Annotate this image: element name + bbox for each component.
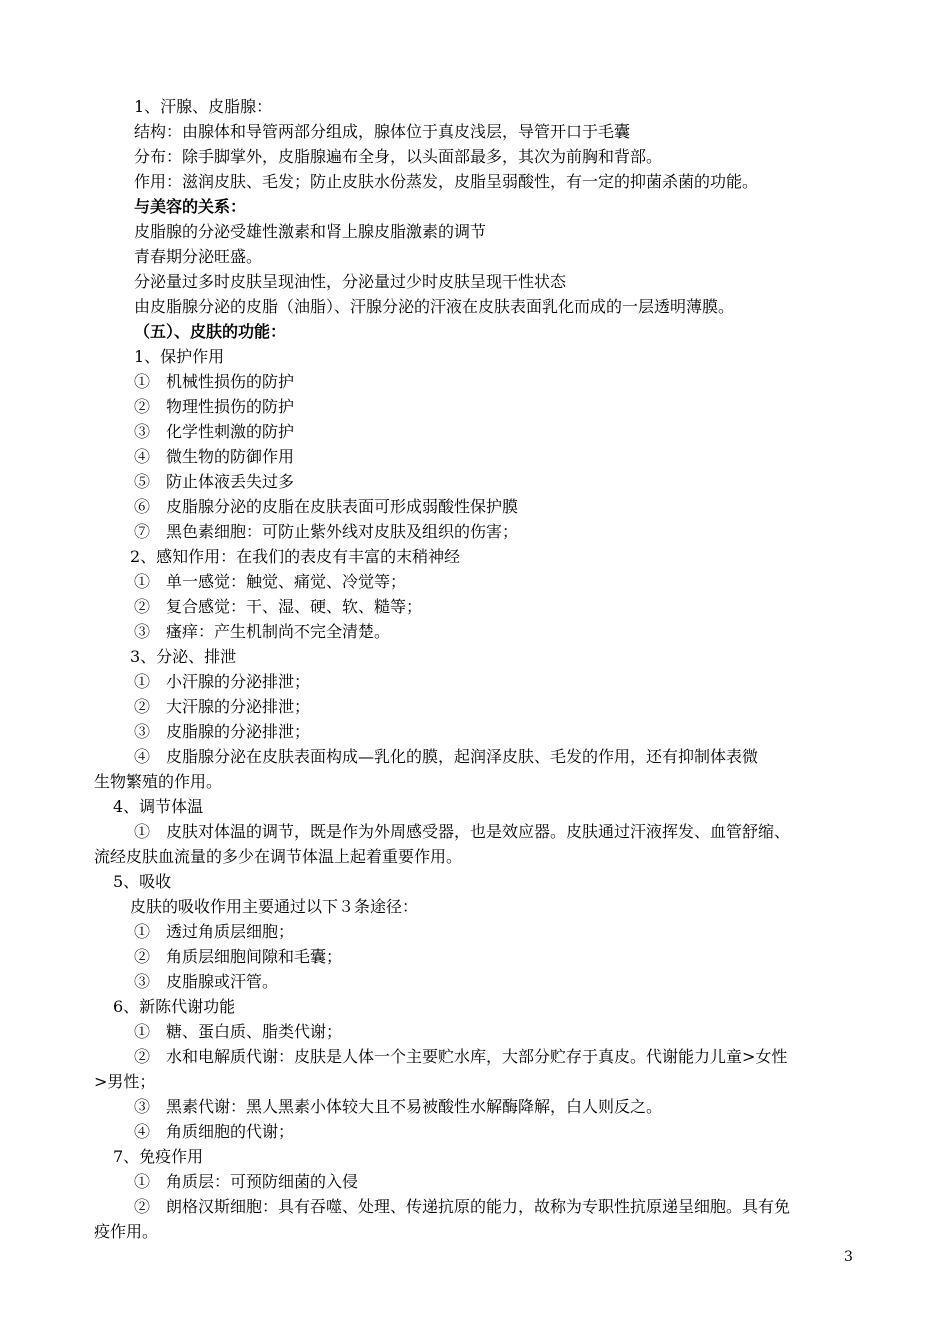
- list-item: ① 糖、蛋白质、脂类代谢；: [134, 1022, 343, 1041]
- list-item: ③ 皮脂腺或汗管。: [134, 972, 279, 991]
- list-item: ④ 微生物的防御作用: [134, 447, 295, 466]
- list-item: ③ 皮脂腺的分泌排泄；: [134, 722, 311, 741]
- list-item: ③ 黑素代谢：黑人黑素小体较大且不易被酸性水解酶降解，白人则反之。: [134, 1097, 663, 1116]
- text-line: 由皮脂腺分泌的皮脂（油脂）、汗腺分泌的汗液在皮肤表面乳化而成的一层透明薄膜。: [134, 297, 735, 316]
- list-item: ② 水和电解质代谢：皮肤是人体一个主要贮水库，大部分贮存于真皮。代谢能力儿童>女性: [134, 1047, 788, 1066]
- section-heading: （五）、皮肤的功能：: [134, 322, 287, 341]
- page-number: 3: [844, 1249, 853, 1265]
- list-item: ② 朗格汉斯细胞：具有吞噬、处理、传递抗原的能力，故称为专职性抗原递呈细胞。具有免: [134, 1197, 791, 1216]
- list-item: ⑥ 皮脂腺分泌的皮脂在皮肤表面可形成弱酸性保护膜: [134, 497, 519, 516]
- list-item: ⑤ 防止体液丢失过多: [134, 472, 295, 491]
- list-item: ① 小汗腺的分泌排泄；: [134, 672, 311, 691]
- list-item: ① 机械性损伤的防护: [134, 372, 295, 391]
- list-item: ④ 皮脂腺分泌在皮肤表面构成—乳化的膜，起润泽皮肤、毛发的作用，还有抑制体表微: [134, 747, 759, 766]
- list-item: ① 皮肤对体温的调节，既是作为外周感受器，也是效应器。皮肤通过汗液挥发、血管舒缩、: [134, 822, 791, 841]
- subsection-heading: 7、免疫作用: [113, 1147, 204, 1166]
- text-line: 青春期分泌旺盛。: [134, 247, 263, 266]
- subsection-heading: 3、分泌、排泄: [130, 647, 237, 666]
- text-line: 结构：由腺体和导管两部分组成，腺体位于真皮浅层，导管开口于毛囊: [134, 122, 631, 141]
- text-line: 1、汗腺、皮脂腺：: [134, 97, 273, 116]
- subsection-heading: 1、保护作用: [134, 347, 225, 366]
- subsection-heading: 4、调节体温: [113, 797, 204, 816]
- list-item: ① 角质层：可预防细菌的入侵: [134, 1172, 359, 1191]
- list-item: ② 角质层细胞间隙和毛囊；: [134, 947, 343, 966]
- list-item-continuation: 生物繁殖的作用。: [94, 772, 223, 791]
- text-line: 皮肤的吸收作用主要通过以下３条途径：: [130, 897, 419, 916]
- list-item: ② 大汗腺的分泌排泄；: [134, 697, 311, 716]
- text-line: 作用：滋润皮肤、毛发；防止皮肤水份蒸发，皮脂呈弱酸性，有一定的抑菌杀菌的功能。: [134, 172, 759, 191]
- list-item-continuation: 流经皮肤血流量的多少在调节体温上起着重要作用。: [94, 847, 463, 866]
- list-item: ③ 瘙痒：产生机制尚不完全清楚。: [134, 622, 391, 641]
- text-line: 皮脂腺的分泌受雄性激素和肾上腺皮脂激素的调节: [134, 222, 487, 241]
- section-heading: 与美容的关系：: [134, 197, 247, 216]
- list-item: ① 透过角质层细胞；: [134, 922, 295, 941]
- list-item-continuation: 疫作用。: [94, 1222, 159, 1241]
- text-line: 分泌量过多时皮肤呈现油性，分泌量过少时皮肤呈现干性状态: [134, 272, 567, 291]
- list-item-continuation: >男性；: [94, 1072, 156, 1091]
- subsection-heading: 6、新陈代谢功能: [113, 997, 236, 1016]
- list-item: ② 物理性损伤的防护: [134, 397, 295, 416]
- list-item: ③ 化学性刺激的防护: [134, 422, 295, 441]
- list-item: ② 复合感觉：干、湿、硬、软、糙等；: [134, 597, 423, 616]
- subsection-heading: 5、吸收: [113, 872, 172, 891]
- subsection-heading: 2、感知作用：在我们的表皮有丰富的末稍神经: [130, 547, 461, 566]
- text-line: 分布：除手脚掌外，皮脂腺遍布全身，以头面部最多，其次为前胸和背部。: [134, 147, 663, 166]
- list-item: ④ 角质细胞的代谢；: [134, 1122, 295, 1141]
- list-item: ① 单一感觉：触觉、痛觉、冷觉等；: [134, 572, 407, 591]
- list-item: ⑦ 黑色素细胞：可防止紫外线对皮肤及组织的伤害；: [134, 522, 519, 541]
